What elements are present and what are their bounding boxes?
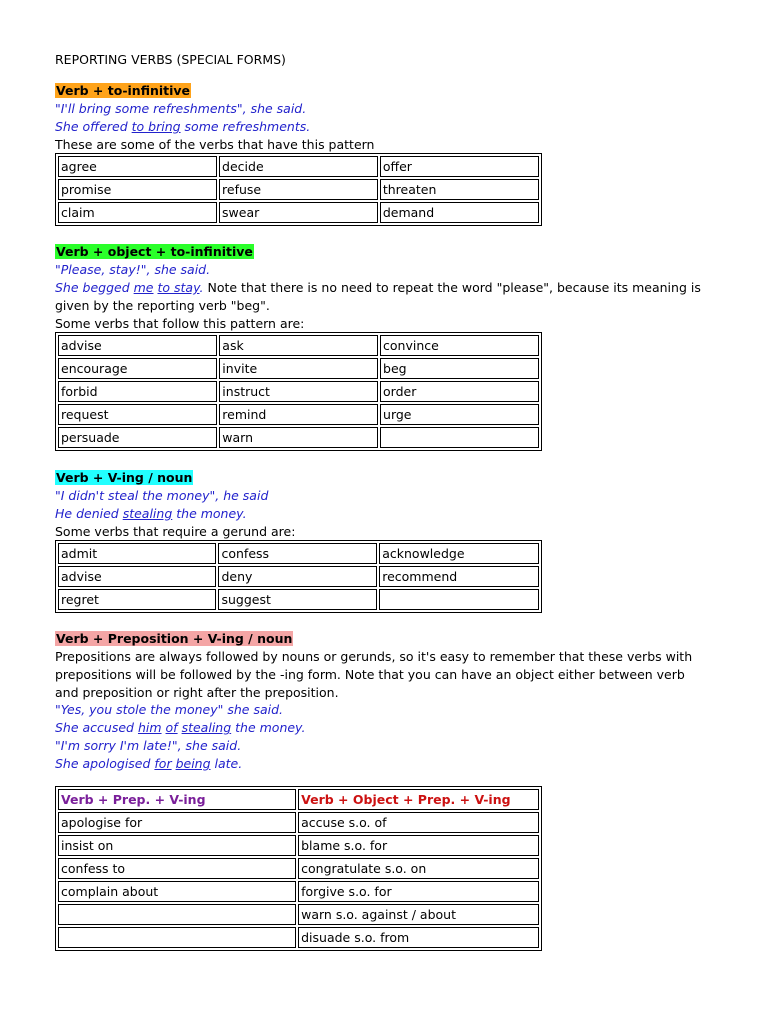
section-2-example-note: She begged me to stay. Note that there is no need to repeat the word "please", because its meaning is given by the reporting verb "beg". — [55, 280, 701, 313]
table-cell: urge — [380, 404, 539, 425]
table-row — [58, 812, 539, 833]
table-cell: warn — [219, 427, 378, 448]
table-cell: accuse s.o. of — [298, 812, 539, 833]
section-3-heading: Verb + V-ing / noun — [56, 470, 193, 485]
table-cell: forgive s.o. for — [298, 881, 539, 902]
table-cell: remind — [219, 404, 378, 425]
section-1-verb-table — [55, 153, 542, 226]
table-row — [58, 358, 539, 379]
section-2-intro: Some verbs that follow this pattern are: — [55, 316, 305, 331]
section-3-verb-table — [55, 540, 542, 613]
section-3-example-reported: He denied stealing the money. — [55, 506, 247, 521]
table-header-row — [58, 789, 539, 810]
table-cell: encourage — [58, 358, 217, 379]
section-2-example-direct: "Please, stay!", she said. — [55, 262, 211, 277]
table-row — [58, 404, 539, 425]
table-row — [58, 589, 539, 610]
table-cell: offer — [380, 156, 539, 177]
table-cell — [379, 589, 539, 610]
section-4-explanation: Prepositions are always followed by nouns or gerunds, so it's easy to remember that these verbs with prepositions will be followed by the -ing form. Note that you can have an object either between verb and preposition or right after the preposition. — [55, 649, 693, 700]
table-header: Verb + Object + Prep. + V-ing — [298, 789, 539, 810]
table-row — [58, 835, 539, 856]
table-cell — [58, 927, 296, 948]
table-cell: beg — [380, 358, 539, 379]
table-cell: disuade s.o. from — [298, 927, 539, 948]
table-cell: congratulate s.o. on — [298, 858, 539, 879]
table-cell: warn s.o. against / about — [298, 904, 539, 925]
section-4-verb-table — [55, 786, 542, 951]
table-cell: deny — [218, 566, 377, 587]
table-row — [58, 427, 539, 448]
table-cell: claim — [58, 202, 217, 223]
table-cell: order — [380, 381, 539, 402]
section-1-example-direct: "I'll bring some refreshments", she said. — [55, 101, 307, 116]
table-cell: agree — [58, 156, 217, 177]
section-4-example-4: She apologised for being late. — [55, 756, 243, 771]
table-cell: threaten — [380, 179, 539, 200]
table-cell: blame s.o. for — [298, 835, 539, 856]
table-row — [58, 381, 539, 402]
section-3-intro: Some verbs that require a gerund are: — [55, 524, 296, 539]
table-cell: convince — [380, 335, 539, 356]
section-2-verb-table — [55, 332, 542, 451]
table-cell: recommend — [379, 566, 539, 587]
section-1-intro: These are some of the verbs that have this pattern — [55, 137, 375, 152]
section-2-heading: Verb + object + to-infinitive — [56, 244, 253, 259]
table-cell: instruct — [219, 381, 378, 402]
table-row — [58, 858, 539, 879]
section-3-example-direct: "I didn't steal the money", he said — [55, 488, 269, 503]
table-row — [58, 335, 539, 356]
section-4-example-2: She accused him of stealing the money. — [55, 720, 306, 735]
table-cell — [58, 904, 296, 925]
table-cell: ask — [219, 335, 378, 356]
table-row — [58, 156, 539, 177]
table-cell: admit — [58, 543, 216, 564]
table-cell — [380, 427, 539, 448]
table-row — [58, 904, 539, 925]
section-1-heading: Verb + to-infinitive — [56, 83, 191, 98]
table-cell: demand — [380, 202, 539, 223]
table-cell: advise — [58, 566, 216, 587]
section-1-example-reported: She offered to bring some refreshments. — [55, 119, 311, 134]
table-row — [58, 179, 539, 200]
table-cell: complain about — [58, 881, 296, 902]
table-cell: regret — [58, 589, 216, 610]
section-4-heading: Verb + Preposition + V-ing / noun — [56, 631, 293, 646]
table-cell: swear — [219, 202, 378, 223]
table-row — [58, 543, 539, 564]
table-row — [58, 927, 539, 948]
table-cell: apologise for — [58, 812, 296, 833]
table-cell: persuade — [58, 427, 217, 448]
table-cell: confess — [218, 543, 377, 564]
table-cell: forbid — [58, 381, 217, 402]
page-title: REPORTING VERBS (SPECIAL FORMS) — [55, 52, 286, 67]
table-cell: promise — [58, 179, 217, 200]
table-row — [58, 566, 539, 587]
table-cell: confess to — [58, 858, 296, 879]
table-cell: suggest — [218, 589, 377, 610]
table-header: Verb + Prep. + V-ing — [58, 789, 296, 810]
table-cell: insist on — [58, 835, 296, 856]
table-cell: invite — [219, 358, 378, 379]
section-4-example-3: "I'm sorry I'm late!", she said. — [55, 738, 242, 753]
table-cell: decide — [219, 156, 378, 177]
table-cell: advise — [58, 335, 217, 356]
table-row — [58, 202, 539, 223]
table-cell: refuse — [219, 179, 378, 200]
table-cell: acknowledge — [379, 543, 539, 564]
table-row — [58, 881, 539, 902]
table-cell: request — [58, 404, 217, 425]
section-4-example-1: "Yes, you stole the money" she said. — [55, 702, 283, 717]
